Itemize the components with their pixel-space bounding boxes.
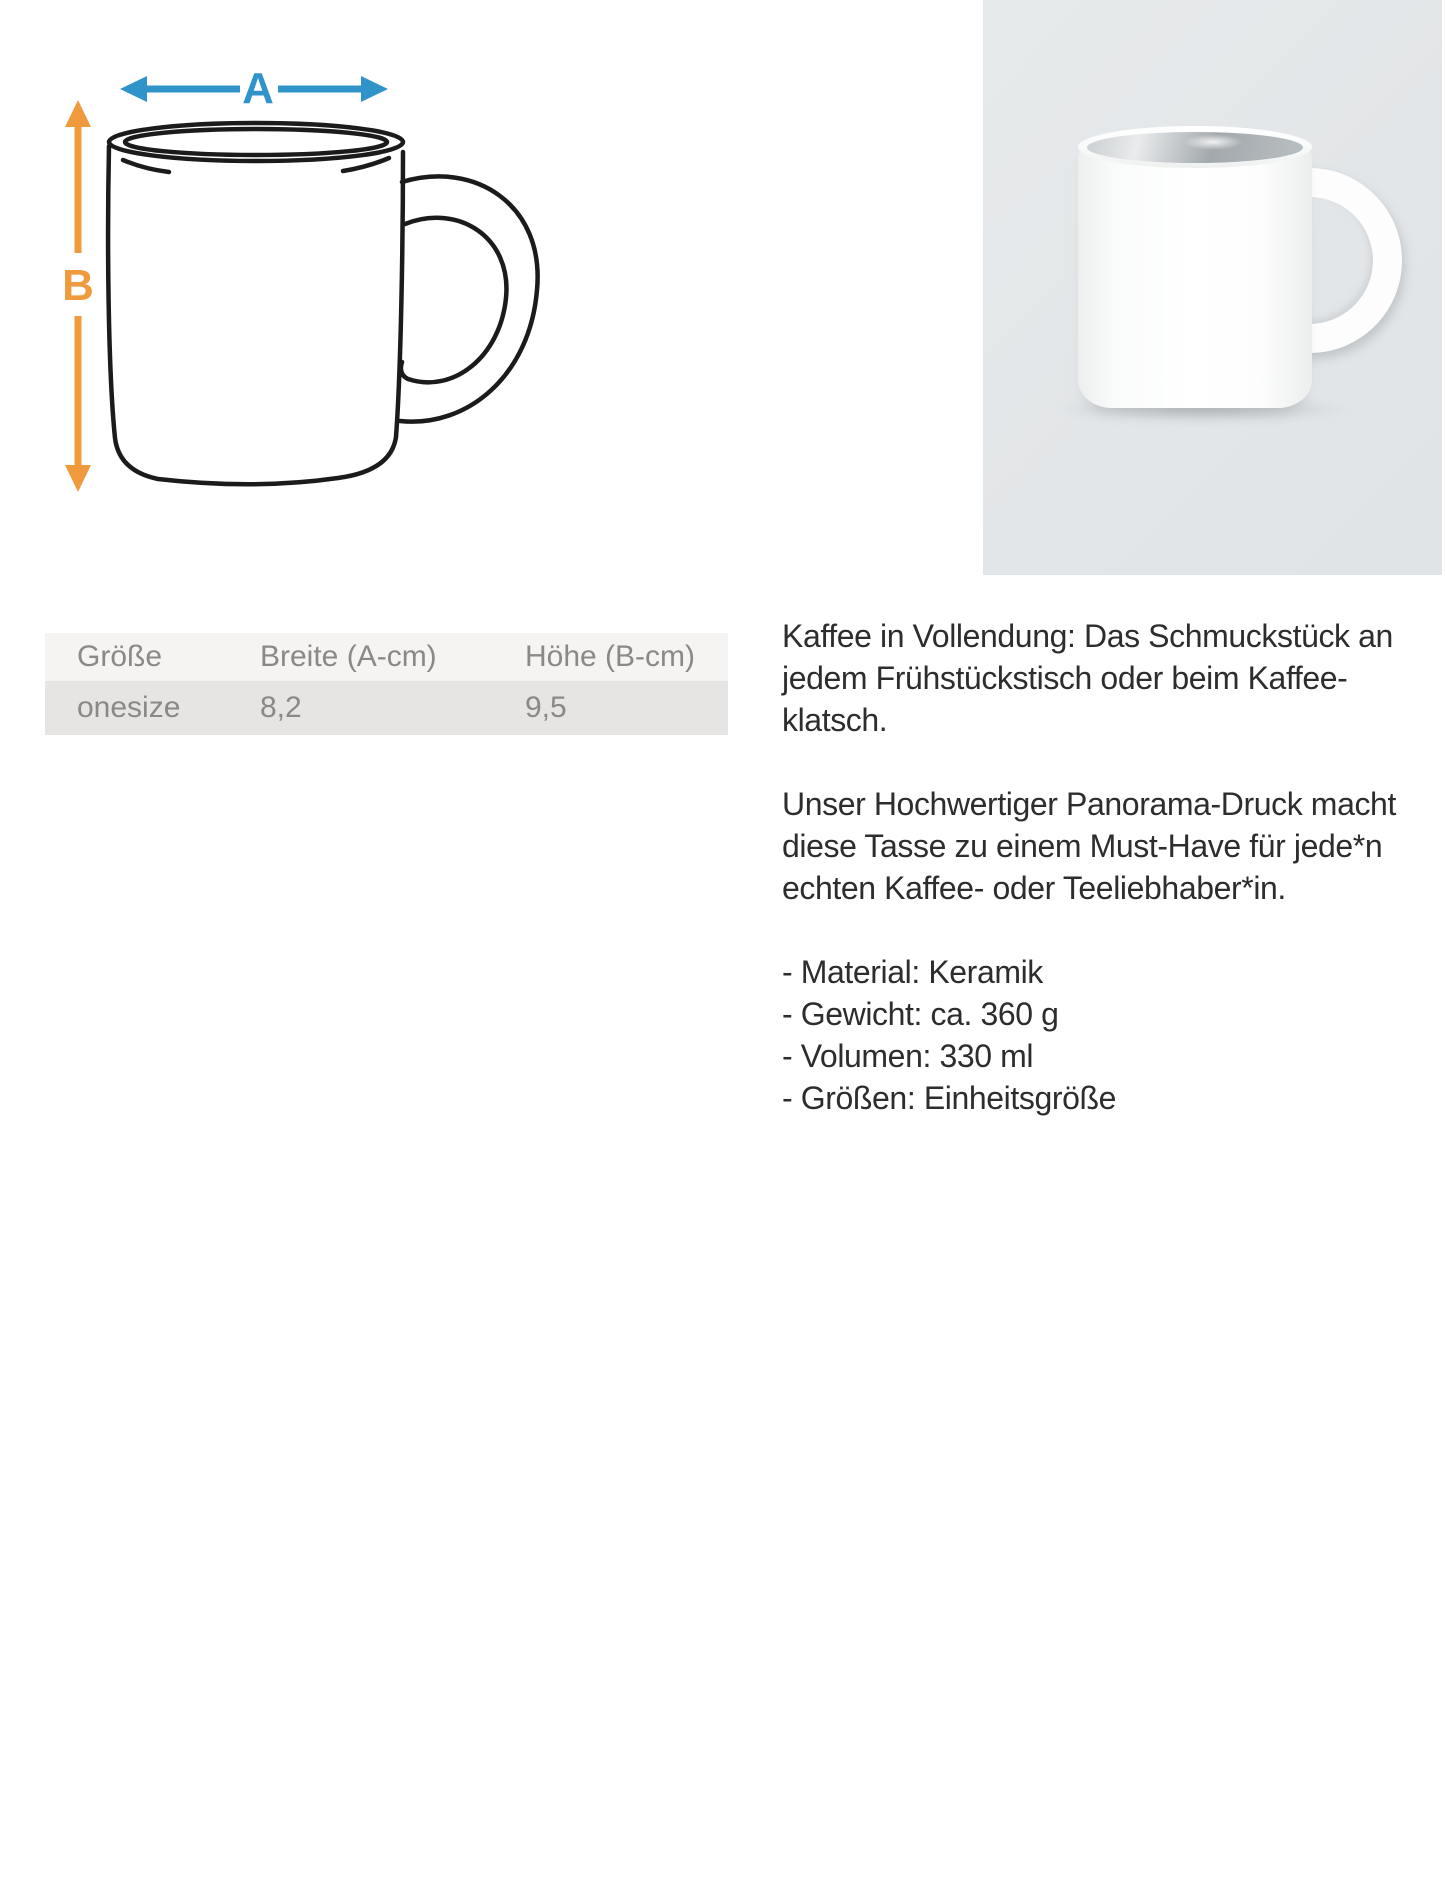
spec-list [782,951,1430,1119]
mug-outline-drawing [108,123,538,484]
height-arrow-label: B [62,261,94,310]
description-line: Kaffee in Vollendung: Das Schmuckstück an [782,618,1393,654]
spec-item-volume: - Volumen: 330 ml [782,1038,1034,1074]
size-table-header-width: Breite (A-cm) [260,640,437,673]
width-arrow-label: A [242,64,274,113]
mug-photo-body [1078,144,1312,408]
description-line: echten Kaffee- oder Teeliebhaber*in. [782,870,1286,906]
description-paragraph-print [782,783,1430,909]
spec-item-sizes: - Größen: Einheitsgröße [782,1080,1117,1116]
height-arrow-b [62,100,94,492]
product-description [782,615,1430,1119]
product-photo-panel [983,0,1442,575]
width-arrow-a [120,64,388,113]
spec-item-weight: - Gewicht: ca. 360 g [782,996,1059,1032]
size-table-cell-height: 9,5 [525,691,567,724]
description-paragraph-intro [782,615,1430,741]
size-table-cell-width: 8,2 [260,691,302,724]
spec-item-material: - Material: Keramik [782,954,1043,990]
mug-dimension-diagram [0,0,600,520]
description-line: klatsch. [782,702,888,738]
size-table-header-row [45,633,728,681]
mug-photo-interior-highlight [1183,134,1243,150]
size-table-row [45,681,728,735]
size-table-header-height: Höhe (B-cm) [525,640,696,673]
description-line: Unser Hochwertiger Panorama-Druck macht [782,786,1396,822]
size-table-header-size: Größe [77,640,163,673]
size-table-cell-size: onesize [77,691,181,724]
description-line: diese Tasse zu einem Must-Have für jede*n [782,828,1383,864]
size-table [45,633,728,735]
description-line: jedem Frühstückstisch oder beim Kaffee- [782,660,1348,696]
